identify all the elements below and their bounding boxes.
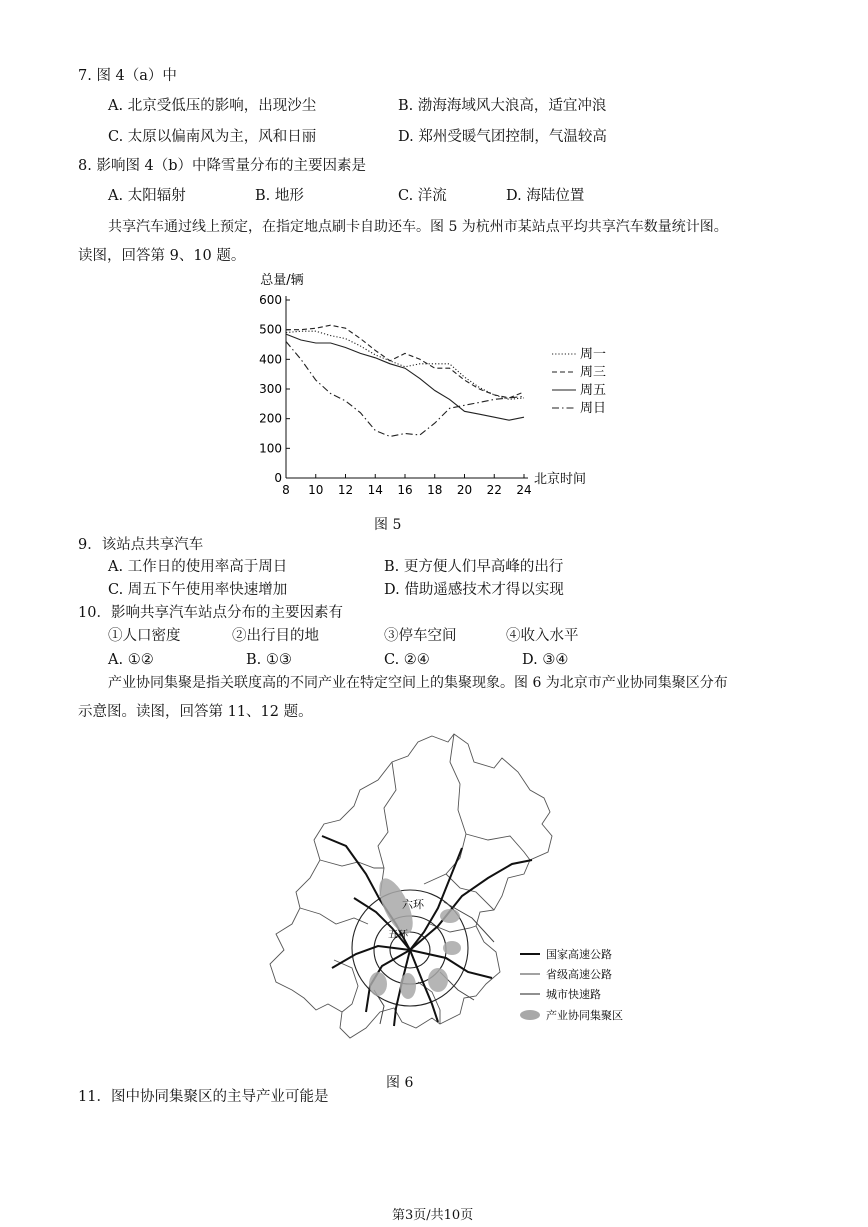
q7-stem: 7. 图 4（a）中 [78,68,177,84]
legend-cluster: 产业协同集聚区 [546,1009,623,1022]
x-tick-label: 24 [516,483,532,497]
x-tick-label: 14 [367,483,383,497]
q7-option-c: C. 太原以偏南风为主，风和日丽 [108,129,317,145]
q9-option-c: C. 周五下午使用率快速增加 [108,582,288,598]
figure6-beijing-map [262,728,642,1048]
national-highways [322,836,532,1026]
q9-stem: 9．该站点共享汽车 [78,537,204,553]
y-tick-label: 0 [274,471,282,485]
series-line-1 [286,331,524,399]
q8-option-d: D. 海陆位置 [506,188,585,204]
q10-option-b: B. ①③ [246,652,292,668]
q10-item-4: ④收入水平 [506,628,579,644]
q7-option-d: D. 郑州受暖气团控制，气温较高 [398,129,607,145]
q10-option-d: D. ③④ [522,652,569,668]
x-axis-label: 北京时间 [534,472,587,487]
legend-label-4: 周日 [580,401,607,416]
intro-11-12-line1: 产业协同集聚是指关联度高的不同产业在特定空间上的集聚现象。图 6 为北京市产业协同集聚区分布 [108,675,728,691]
legend-national-highway: 国家高速公路 [546,948,612,961]
q7-option-a: A. 北京受低压的影响，出现沙尘 [108,98,317,114]
x-tick-label: 10 [308,483,324,497]
q10-item-3: ③停车空间 [384,628,457,644]
cluster-east [443,941,461,955]
page-footer: 第3页/共10页 [392,1208,474,1223]
q8-stem: 8. 影响图 4（b）中降雪量分布的主要因素是 [78,158,367,174]
q7-option-b: B. 渤海海域风大浪高，适宜冲浪 [398,98,607,114]
q10-option-c: C. ②④ [384,652,430,668]
legend-label-1: 周一 [580,347,607,362]
intro-9-10-line1: 共享汽车通过线上预定，在指定地点刷卡自助还车。图 5 为杭州市某站点平均共享汽车数量统计图。 [108,219,728,235]
industrial-clusters [369,874,461,999]
legend-cluster-symbol [520,1010,540,1020]
q10-option-a: A. ①② [108,652,154,668]
legend-label-2: 周三 [580,365,607,380]
x-tick-label: 18 [427,483,443,497]
intro-9-10-line2: 读图，回答第 9、10 题。 [78,248,246,264]
y-tick-label: 200 [259,411,282,426]
y-tick-label: 300 [259,382,282,396]
q8-option-a: A. 太阳辐射 [108,188,186,204]
q11-stem: 11．图中协同集聚区的主导产业可能是 [78,1089,329,1105]
q9-option-d: D. 借助遥感技术才得以实现 [384,582,564,598]
y-tick-label: 500 [259,322,282,337]
figure5-caption: 图 5 [374,517,402,533]
cluster-southeast [428,968,448,992]
legend-provincial-highway: 省级高速公路 [546,968,612,981]
q8-option-b: B. 地形 [255,188,304,204]
x-tick-label: 20 [456,483,473,497]
figure6-caption: 图 6 [386,1075,414,1091]
q10-item-1: ①人口密度 [108,628,181,644]
x-tick-label: 8 [282,483,290,497]
q10-stem: 10．影响共享汽车站点分布的主要因素有 [78,605,343,621]
y-tick-label: 100 [259,441,282,456]
x-tick-label: 22 [486,483,502,497]
q8-option-c: C. 洋流 [398,188,447,204]
y-axis-label: 总量/辆 [260,273,304,288]
x-tick-label: 12 [337,483,354,497]
figure5-line-chart [240,268,620,500]
figure6-legend [520,947,623,1022]
y-tick-label: 600 [259,293,282,307]
map-label-fifth-ring: 五环 [388,930,408,941]
cluster-northeast [440,909,460,923]
intro-11-12-line2: 示意图。读图，回答第 11、12 题。 [78,704,313,720]
x-tick-label: 16 [397,483,413,497]
cluster-south [400,973,416,999]
legend-expressway: 城市快速路 [546,988,601,1001]
q9-option-a: A. 工作日的使用率高于周日 [108,559,288,575]
y-tick-label: 400 [259,352,282,367]
cluster-southwest [369,972,387,996]
map-label-sixth-ring: 六环 [402,898,424,911]
q9-option-b: B. 更方便人们早高峰的出行 [384,559,564,575]
series-line-3 [286,334,524,420]
series-line-2 [286,325,524,398]
q10-item-2: ②出行目的地 [232,628,319,644]
legend-label-3: 周五 [580,383,607,398]
series-line-4 [286,342,524,437]
